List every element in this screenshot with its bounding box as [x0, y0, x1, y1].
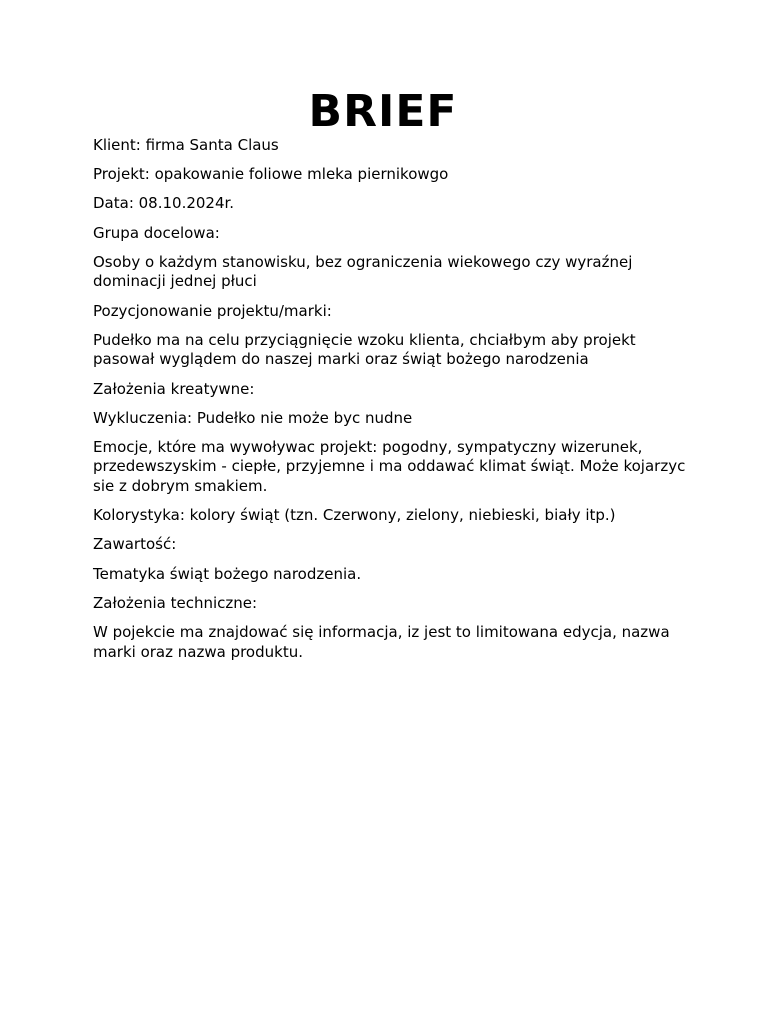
date-line: Data: 08.10.2024r.	[93, 194, 235, 213]
document-body	[93, 136, 693, 672]
content-heading: Zawartość:	[93, 535, 177, 554]
target-group-heading: Grupa docelowa:	[93, 223, 220, 242]
technical-assumptions-text: W pojekcie ma znajdować się informacja, iz jest to limitowana edycja, nazwa marki oraz nazwa produktu.	[93, 623, 670, 661]
emotions-text: Emocje, które ma wywoływac projekt: pogodny, sympatyczny wizerunek, przedewszyskim - ciepłe, przyjemne i ma oddawać klimat świąt. Może kojarzyc sie z dobrym smakiem.	[93, 437, 686, 496]
exclusions-line: Wykluczenia: Pudełko nie może byc nudne	[93, 408, 413, 427]
client-line: Klient: firma Santa Claus	[93, 136, 279, 154]
project-line: Projekt: opakowanie foliowe mleka piernikowgo	[93, 165, 449, 184]
positioning-heading: Pozycjonowanie projektu/marki:	[93, 301, 332, 320]
colors-line: Kolorystyka: kolory świąt (tzn. Czerwony, zielony, niebieski, biały itp.)	[93, 506, 616, 525]
target-group-text: Osoby o każdym stanowisku, bez ograniczenia wiekowego czy wyraźnej dominacji jednej płuci	[93, 252, 633, 291]
document-title: BRIEF	[308, 86, 458, 137]
creative-assumptions-heading: Założenia kreatywne:	[93, 379, 255, 398]
technical-assumptions-heading: Założenia techniczne:	[93, 593, 258, 612]
positioning-text: Pudełko ma na celu przyciągnięcie wzoku klienta, chciałbym aby projekt pasował wyglądem do naszej marki oraz świąt bożego narodzenia	[93, 330, 636, 369]
content-text: Tematyka świąt bożego narodzenia.	[93, 564, 362, 583]
